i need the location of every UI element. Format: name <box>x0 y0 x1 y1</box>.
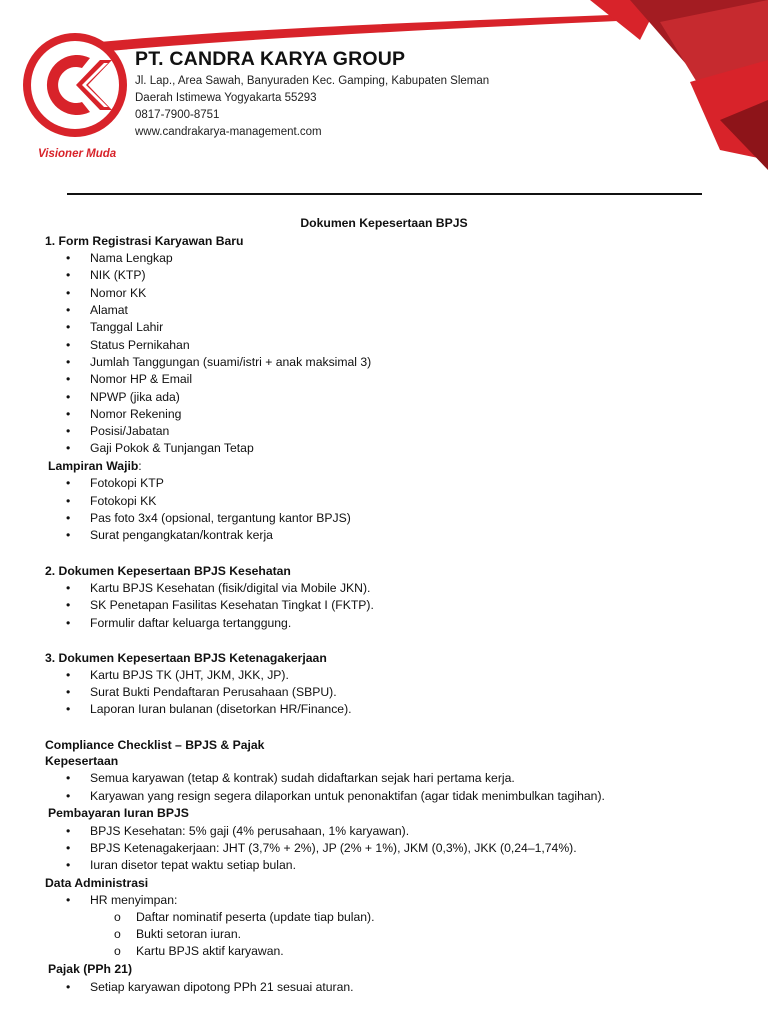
address-line: Jl. Lap., Area Sawah, Banyuraden Kec. Gamping, Kabupaten Sleman <box>135 75 490 87</box>
list-item: Iuran disetor tepat waktu setiap bulan. <box>90 858 296 872</box>
bullet-icon: • <box>66 338 71 352</box>
bullet-icon: • <box>66 841 71 855</box>
list-item: Alamat <box>90 303 128 317</box>
sub-bullet-icon: o <box>114 944 121 958</box>
bullet-icon: • <box>66 303 71 317</box>
bullet-icon: • <box>66 494 71 508</box>
tagline: Visioner Muda <box>38 148 117 160</box>
bullet-icon: • <box>66 320 71 334</box>
list-item: Jumlah Tanggungan (suami/istri + anak maksimal 3) <box>90 355 372 369</box>
bullet-icon: • <box>66 372 71 386</box>
bullet-icon: • <box>66 824 71 838</box>
list-item: Tanggal Lahir <box>90 320 164 334</box>
list-item: Gaji Pokok & Tunjangan Tetap <box>90 441 254 455</box>
subsection-heading: Data Administrasi <box>45 876 149 890</box>
bullet-icon: • <box>66 980 71 994</box>
bullet-icon: • <box>66 268 71 282</box>
bullet-icon: • <box>66 286 71 300</box>
list-item: Nomor HP & Email <box>90 372 193 386</box>
list-item: Posisi/Jabatan <box>90 424 170 438</box>
section-heading: 1. Form Registrasi Karyawan Baru <box>45 234 244 248</box>
list-item: Semua karyawan (tetap & kontrak) sudah didaftarkan sejak hari pertama kerja. <box>90 771 515 785</box>
bullet-icon: • <box>66 771 71 785</box>
list-item: BPJS Kesehatan: 5% gaji (4% perusahaan, 1% karyawan). <box>90 824 410 838</box>
list-item: NIK (KTP) <box>90 268 146 282</box>
company-name: PT. CANDRA KARYA GROUP <box>135 48 406 70</box>
header-divider <box>67 193 702 195</box>
list-item: Kartu BPJS Kesehatan (fisik/digital via Mobile JKN). <box>90 581 371 595</box>
bullet-icon: • <box>66 476 71 490</box>
bullet-icon: • <box>66 355 71 369</box>
bullet-icon: • <box>66 858 71 872</box>
bullet-icon: • <box>66 685 71 699</box>
sub-list-item: Daftar nominatif peserta (update tiap bulan). <box>136 910 375 924</box>
list-item: SK Penetapan Fasilitas Kesehatan Tingkat I (FKTP). <box>90 598 374 612</box>
list-item: Fotokopi KK <box>90 494 157 508</box>
bullet-icon: • <box>66 407 71 421</box>
bullet-icon: • <box>66 616 71 630</box>
bullet-icon: • <box>66 390 71 404</box>
address-line: Daerah Istimewa Yogyakarta 55293 <box>135 92 317 104</box>
attachments-heading <box>48 459 142 473</box>
bullet-icon: • <box>66 251 71 265</box>
list-item: Nomor KK <box>90 286 147 300</box>
subsection-heading: Kepesertaan <box>45 754 119 768</box>
list-item: NPWP (jika ada) <box>90 390 180 404</box>
subsection-heading: Pembayaran Iuran BPJS <box>48 806 189 820</box>
list-item: Surat pengangkatan/kontrak kerja <box>90 528 273 542</box>
bullet-icon: • <box>66 598 71 612</box>
list-item: BPJS Ketenagakerjaan: JHT (3,7% + 2%), JP (2% + 1%), JKM (0,3%), JKK (0,24–1,74%). <box>90 841 577 855</box>
list-item: Fotokopi KTP <box>90 476 164 490</box>
list-item: Nomor Rekening <box>90 407 182 421</box>
list-item: Laporan Iuran bulanan (disetorkan HR/Finance). <box>90 702 352 716</box>
ck-logo-icon <box>20 30 130 140</box>
bullet-icon: • <box>66 702 71 716</box>
list-item: Kartu BPJS TK (JHT, JKM, JKK, JP). <box>90 668 289 682</box>
phone-number: 0817-7900-8751 <box>135 109 220 121</box>
attachments-heading-text: Lampiran Wajib <box>48 459 139 473</box>
bullet-icon: • <box>66 424 71 438</box>
list-item: Surat Bukti Pendaftaran Perusahaan (SBPU). <box>90 685 337 699</box>
sub-list-item: Bukti setoran iuran. <box>136 927 242 941</box>
subsection-heading: Pajak (PPh 21) <box>48 962 132 976</box>
bullet-icon: • <box>66 668 71 682</box>
attachments-colon: : <box>138 459 142 473</box>
bullet-icon: • <box>66 789 71 803</box>
document-title: Dokumen Kepesertaan BPJS <box>300 216 468 230</box>
section-heading: 2. Dokumen Kepesertaan BPJS Kesehatan <box>45 564 291 578</box>
list-item: Karyawan yang resign segera dilaporkan untuk penonaktifan (agar tidak menimbulkan tagihan). <box>90 789 605 803</box>
list-item: Formulir daftar keluarga tertanggung. <box>90 616 292 630</box>
list-item: Status Pernikahan <box>90 338 190 352</box>
list-item: Nama Lengkap <box>90 251 173 265</box>
website-link[interactable]: www.candrakarya-management.com <box>135 126 322 138</box>
bullet-icon: • <box>66 511 71 525</box>
sub-bullet-icon: o <box>114 927 121 941</box>
bullet-icon: • <box>66 893 71 907</box>
sub-list-item: Kartu BPJS aktif karyawan. <box>136 944 284 958</box>
compliance-heading: Compliance Checklist – BPJS & Pajak <box>45 738 265 752</box>
list-item: Pas foto 3x4 (opsional, tergantung kantor BPJS) <box>90 511 351 525</box>
letterhead <box>0 0 768 180</box>
list-item: Setiap karyawan dipotong PPh 21 sesuai aturan. <box>90 980 354 994</box>
bullet-icon: • <box>66 441 71 455</box>
bullet-icon: • <box>66 528 71 542</box>
section-heading: 3. Dokumen Kepesertaan BPJS Ketenagakerjaan <box>45 651 327 665</box>
sub-bullet-icon: o <box>114 910 121 924</box>
bullet-icon: • <box>66 581 71 595</box>
list-item: HR menyimpan: <box>90 893 178 907</box>
